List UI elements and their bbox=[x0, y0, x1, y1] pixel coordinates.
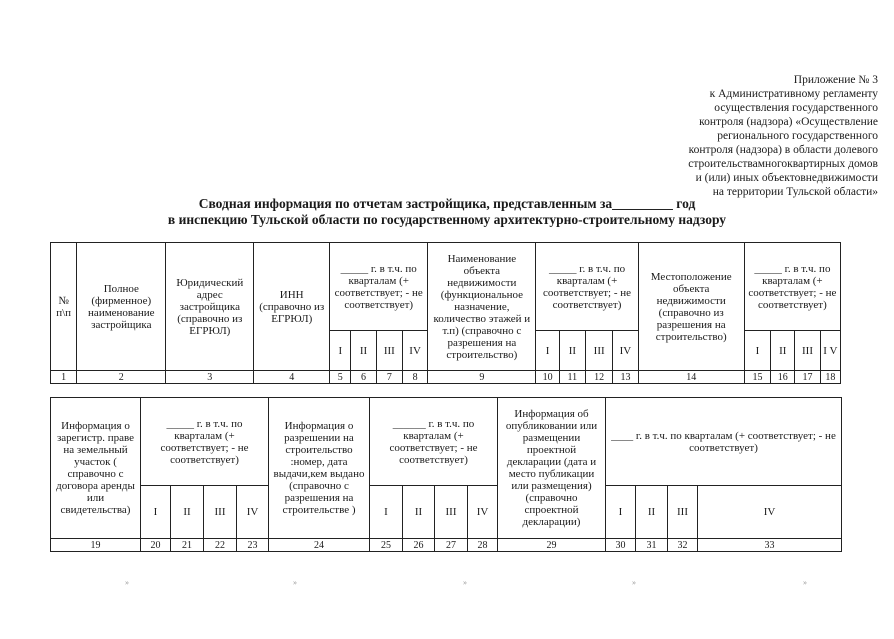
quarter-cell: I bbox=[330, 331, 351, 371]
appendix-line: осуществления государственного bbox=[714, 102, 878, 114]
column-number: 17 bbox=[795, 371, 820, 384]
column-number: 9 bbox=[428, 371, 536, 384]
quarter-cell: II bbox=[403, 486, 435, 539]
header-quarters-group: _____ г. в т.ч. по кварталам (+ соответствует; - не соответствует) bbox=[744, 243, 840, 331]
appendix-line: регионального государственного bbox=[717, 130, 878, 142]
quarter-cell: IV bbox=[698, 486, 842, 539]
scan-mark: » bbox=[463, 578, 467, 587]
column-number: 26 bbox=[403, 539, 435, 552]
document-title bbox=[0, 196, 894, 228]
quarter-cell: III bbox=[204, 486, 237, 539]
header-object-name: Наименование объекта недвижимости (функциональное назначение, количество этажей и т.п) (справочно с разрешения на строительство) bbox=[428, 243, 536, 371]
header-quarters-group: _____ г. в т.ч. по кварталам (+ соответствует; - не соответствует) bbox=[536, 243, 638, 331]
column-number: 5 bbox=[330, 371, 351, 384]
appendix-note bbox=[618, 73, 878, 199]
summary-table-part-2 bbox=[50, 397, 842, 552]
quarter-cell: III bbox=[435, 486, 468, 539]
quarter-cell: III bbox=[795, 331, 820, 371]
quarter-cell: II bbox=[771, 331, 795, 371]
header-land-rights: Информация о зарегистр. праве на земельный участок ( справочно с договора аренды или свидетельства) bbox=[51, 398, 141, 539]
column-number: 33 bbox=[698, 539, 842, 552]
header-quarters-group: _____ г. в т.ч. по кварталам (+ соответствует; - не соответствует) bbox=[141, 398, 269, 486]
header-num: № п\п bbox=[51, 243, 77, 371]
quarter-cell: III bbox=[586, 331, 613, 371]
appendix-line: контроля (надзора) в области долевого bbox=[688, 144, 878, 156]
quarter-cell: I bbox=[370, 486, 403, 539]
appendix-line: к Административному регламенту bbox=[709, 88, 878, 100]
scan-mark: » bbox=[803, 578, 807, 587]
header-project-declaration: Информация об опубликовании или размещении проектной декларации (дата и место публикации или размещения) (справочно спроектной декларации) bbox=[498, 398, 606, 539]
quarter-cell: I bbox=[606, 486, 636, 539]
column-number: 12 bbox=[586, 371, 613, 384]
column-number: 28 bbox=[468, 539, 498, 552]
appendix-line: строительствамногоквартирных домов bbox=[688, 158, 878, 170]
column-number: 32 bbox=[668, 539, 698, 552]
header-legal-address: Юридический адрес застройщика (справочно из ЕГРЮЛ) bbox=[166, 243, 254, 371]
appendix-line: на территории Тульской области» bbox=[712, 186, 878, 198]
quarter-cell: IV bbox=[237, 486, 269, 539]
header-building-permit: Информация о разрешении на строительство :номер, дата выдачи,кем выдано (справочно с разрешения на строительстве ) bbox=[269, 398, 370, 539]
header-inn: ИНН (справочно из ЕГРЮЛ) bbox=[254, 243, 330, 371]
appendix-line: контроля (надзора) «Осуществление bbox=[699, 116, 878, 128]
summary-table-part-1 bbox=[50, 242, 841, 384]
appendix-line: и (или) иных объектовнедвижимости bbox=[695, 172, 878, 184]
scan-mark: » bbox=[293, 578, 297, 587]
column-number: 29 bbox=[498, 539, 606, 552]
quarter-cell: II bbox=[351, 331, 376, 371]
header-object-location: Местоположение объекта недвижимости (справочно из разрешения на строительство) bbox=[638, 243, 744, 371]
title-line-2: в инспекцию Тульской области по государственному архитектурно-строительному надзору bbox=[167, 212, 727, 227]
column-number: 19 bbox=[51, 539, 141, 552]
quarter-cell: II bbox=[559, 331, 585, 371]
column-number: 30 bbox=[606, 539, 636, 552]
column-number: 13 bbox=[613, 371, 638, 384]
quarter-cell: IV bbox=[468, 486, 498, 539]
column-number: 15 bbox=[744, 371, 770, 384]
column-number: 4 bbox=[254, 371, 330, 384]
quarter-cell: I V bbox=[820, 331, 840, 371]
header-quarters-group: ______ г. в т.ч. по кварталам (+ соответствует; - не соответствует) bbox=[370, 398, 498, 486]
column-number: 23 bbox=[237, 539, 269, 552]
column-number: 6 bbox=[351, 371, 376, 384]
quarter-cell: II bbox=[171, 486, 204, 539]
column-number: 7 bbox=[376, 371, 402, 384]
column-number: 2 bbox=[77, 371, 166, 384]
column-number: 11 bbox=[559, 371, 585, 384]
quarter-cell: I bbox=[536, 331, 559, 371]
quarter-cell: I bbox=[744, 331, 770, 371]
column-number: 24 bbox=[269, 539, 370, 552]
header-quarters-group: ____ г. в т.ч. по кварталам (+ соответствует; - не соответствует) bbox=[606, 398, 842, 486]
column-number: 10 bbox=[536, 371, 559, 384]
column-number: 20 bbox=[141, 539, 171, 552]
column-number: 14 bbox=[638, 371, 744, 384]
quarter-cell: IV bbox=[613, 331, 638, 371]
quarter-cell: I bbox=[141, 486, 171, 539]
column-number: 27 bbox=[435, 539, 468, 552]
column-number: 16 bbox=[771, 371, 795, 384]
title-line-1: Сводная информация по отчетам застройщика, представленным за_________ год bbox=[198, 196, 696, 211]
column-number: 18 bbox=[820, 371, 840, 384]
quarter-cell: III bbox=[376, 331, 402, 371]
column-number: 25 bbox=[370, 539, 403, 552]
appendix-line: Приложение № 3 bbox=[793, 74, 878, 86]
column-number: 31 bbox=[636, 539, 668, 552]
column-number: 21 bbox=[171, 539, 204, 552]
header-quarters-group: _____ г. в т.ч. по кварталам (+ соответствует; - не соответствует) bbox=[330, 243, 428, 331]
column-number: 3 bbox=[166, 371, 254, 384]
quarter-cell: IV bbox=[402, 331, 427, 371]
quarter-cell: III bbox=[668, 486, 698, 539]
scan-mark: » bbox=[125, 578, 129, 587]
column-number: 1 bbox=[51, 371, 77, 384]
header-developer-name: Полное (фирменное) наименование застройщика bbox=[77, 243, 166, 371]
column-number: 22 bbox=[204, 539, 237, 552]
scan-mark: » bbox=[632, 578, 636, 587]
column-number: 8 bbox=[402, 371, 427, 384]
quarter-cell: II bbox=[636, 486, 668, 539]
